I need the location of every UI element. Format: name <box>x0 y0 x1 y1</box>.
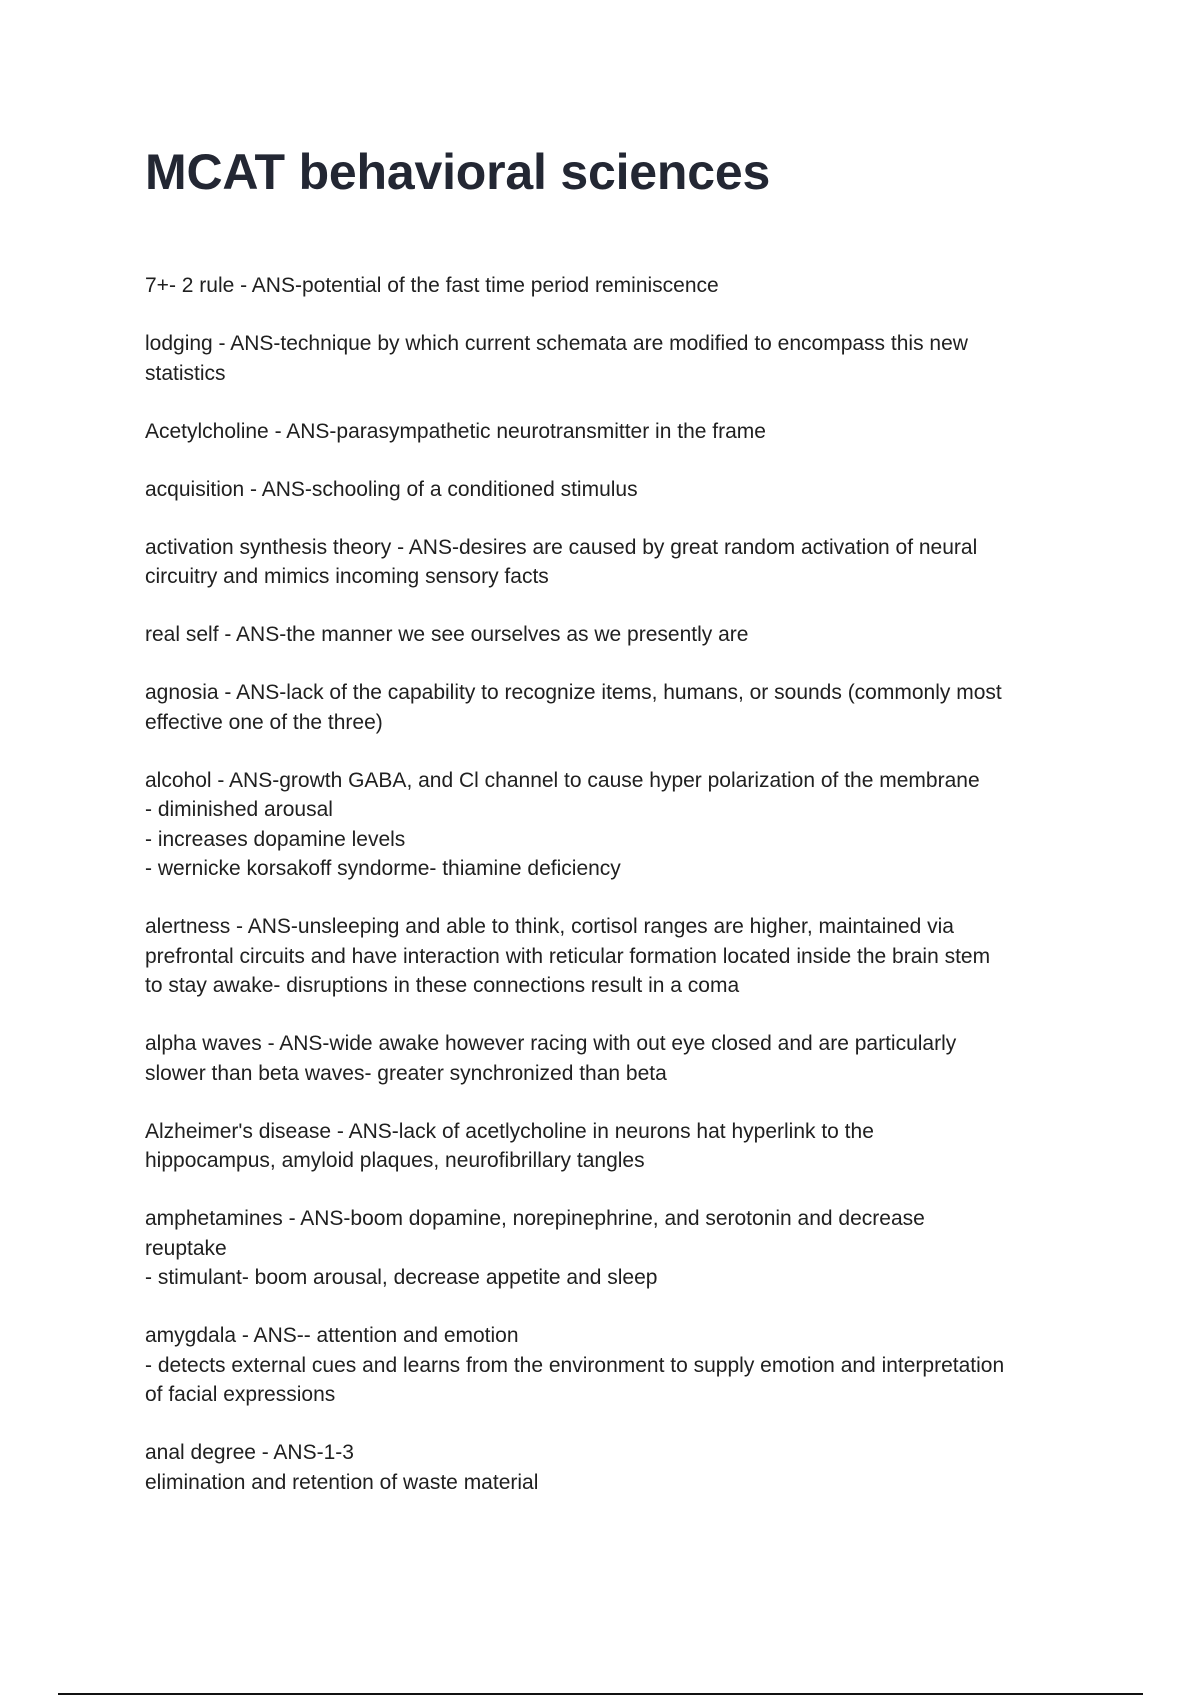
entry-line: 7+- 2 rule - ANS-potential of the fast time period reminiscence <box>145 274 719 297</box>
entry-line: - increases dopamine levels <box>145 827 406 851</box>
list-item <box>145 417 1075 447</box>
entry-line: effective one of the three) <box>145 710 383 734</box>
list-item <box>145 1117 1075 1176</box>
list-item <box>145 533 1075 592</box>
entry-line: of facial expressions <box>145 1383 336 1406</box>
entry-line: reuptake <box>145 1236 227 1260</box>
list-item <box>145 1029 1075 1088</box>
list-item <box>145 766 1075 884</box>
entry-line: - diminished arousal <box>145 798 333 821</box>
entry-line: alertness - ANS-unsleeping and able to think, cortisol ranges are higher, maintained via <box>145 915 954 938</box>
list-item <box>145 678 1075 737</box>
entry-line: - detects external cues and learns from the environment to supply emotion and interpretation <box>145 1353 1005 1377</box>
entry-line: activation synthesis theory - ANS-desires are caused by great random activation of neural <box>145 535 978 559</box>
list-item <box>145 1204 1075 1293</box>
entry-line: amygdala - ANS-- attention and emotion <box>145 1324 519 1347</box>
entry-line: acquisition - ANS-schooling of a conditioned stimulus <box>145 477 638 501</box>
list-item <box>145 475 1075 505</box>
entry-line: hippocampus, amyloid plaques, neurofibrillary tangles <box>145 1149 645 1172</box>
entry-line: slower than beta waves- greater synchronized than beta <box>145 1061 667 1085</box>
entry-line: amphetamines - ANS-boom dopamine, norepinephrine, and serotonin and decrease <box>145 1207 925 1230</box>
entry-line: anal degree - ANS-1-3 <box>145 1441 354 1464</box>
entry-line: elimination and retention of waste material <box>145 1470 539 1494</box>
list-item <box>145 1438 1075 1497</box>
entry-line: to stay awake- disruptions in these connections result in a coma <box>145 974 740 997</box>
entry-line: Acetylcholine - ANS-parasympathetic neurotransmitter in the frame <box>145 419 766 443</box>
entry-line: circuitry and mimics incoming sensory facts <box>145 565 549 588</box>
entry-line: statistics <box>145 361 226 385</box>
list-item <box>145 1321 1075 1410</box>
entry-line: agnosia - ANS-lack of the capability to recognize items, humans, or sounds (commonly most <box>145 681 1002 704</box>
list-item <box>145 912 1075 1001</box>
entry-list <box>145 271 1075 1526</box>
entry-line: alcohol - ANS-growth GABA, and Cl channel to cause hyper polarization of the membrane <box>145 768 980 792</box>
list-item <box>145 329 1075 388</box>
entry-line: - stimulant- boom arousal, decrease appetite and sleep <box>145 1266 658 1289</box>
entry-line: real self - ANS-the manner we see ourselves as we presently are <box>145 623 749 646</box>
footer-divider <box>58 1693 1143 1695</box>
list-item <box>145 620 1075 650</box>
entry-line: prefrontal circuits and have interaction with reticular formation located inside the brain stem <box>145 944 991 968</box>
entry-line: Alzheimer's disease - ANS-lack of acetlycholine in neurons hat hyperlink to the <box>145 1119 874 1143</box>
entry-line: lodging - ANS-technique by which current schemata are modified to encompass this new <box>145 332 968 355</box>
entry-line: - wernicke korsakoff syndorme- thiamine deficiency <box>145 857 621 880</box>
page-title: MCAT behavioral sciences <box>145 144 771 200</box>
entry-line: alpha waves - ANS-wide awake however racing with out eye closed and are particularly <box>145 1032 957 1055</box>
list-item <box>145 271 1075 301</box>
